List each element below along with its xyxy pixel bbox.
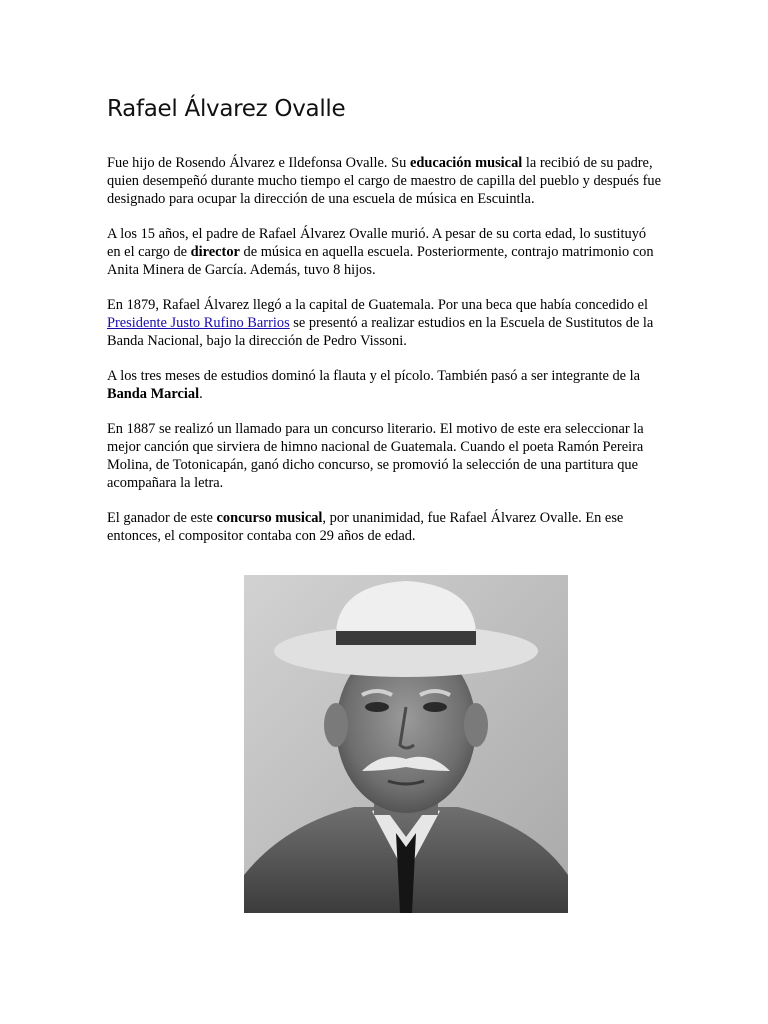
paragraph — [107, 225, 663, 279]
document-body — [107, 90, 663, 562]
paragraph — [107, 154, 663, 208]
text-run: la recibió de su padre, quien desempeñó durante mucho tiempo el cargo de maestro de capilla del pueblo y después fue designado para ocupar la dirección de una escuela de música en Escuintla. — [107, 155, 661, 207]
bold-term: director — [190, 244, 240, 260]
text-run: se presentó a realizar estudios en la Escuela de Sustitutos de la Banda Nacional, bajo la dirección de Pedro Vissoni. — [107, 315, 654, 349]
link-presidente-justo-rufino-barrios[interactable]: Presidente Justo Rufino Barrios — [107, 315, 290, 331]
text-run: A los 15 años, el padre de Rafael Álvarez Ovalle murió. A pesar de su corta edad, lo sustituyó en el cargo de — [107, 226, 647, 260]
text-run: , por unanimidad, fue Rafael Álvarez Ovalle. En ese entonces, el compositor contaba con 29 años de edad. — [107, 510, 624, 544]
text-run: A los tres meses de estudios dominó la flauta y el pícolo. También pasó a ser integrante de la — [107, 368, 641, 384]
bold-term: concurso musical — [216, 510, 323, 526]
page-title: Rafael Álvarez Ovalle — [107, 96, 346, 122]
text-run: El ganador de este — [107, 510, 217, 526]
bold-term: Banda Marcial — [107, 386, 200, 402]
paragraph — [107, 296, 663, 350]
paragraph — [107, 367, 663, 403]
paragraph-list — [107, 154, 663, 545]
portrait-photo — [244, 575, 568, 913]
text-run: En 1879, Rafael Álvarez llegó a la capital de Guatemala. Por una beca que había concedido el — [107, 297, 649, 313]
text-run: de música en aquella escuela. Posteriormente, contrajo matrimonio con Anita Minera de García. Además, tuvo 8 hijos. — [107, 244, 654, 278]
text-run: En 1887 se realizó un llamado para un concurso literario. El motivo de este era seleccionar la mejor canción que sirviera de himno nacional de Guatemala. Cuando el poeta Ramón Pereira Molina, de Totonicapán, ganó dicho concurso, se promovió la selección de una partitura que acompañara la letra. — [107, 421, 644, 491]
paragraph — [107, 420, 663, 492]
text-run: . — [199, 386, 203, 402]
paragraph — [107, 509, 663, 545]
text-run: Fue hijo de Rosendo Álvarez e Ildefonsa Ovalle. Su — [107, 155, 410, 171]
bold-term: educación musical — [409, 155, 523, 171]
